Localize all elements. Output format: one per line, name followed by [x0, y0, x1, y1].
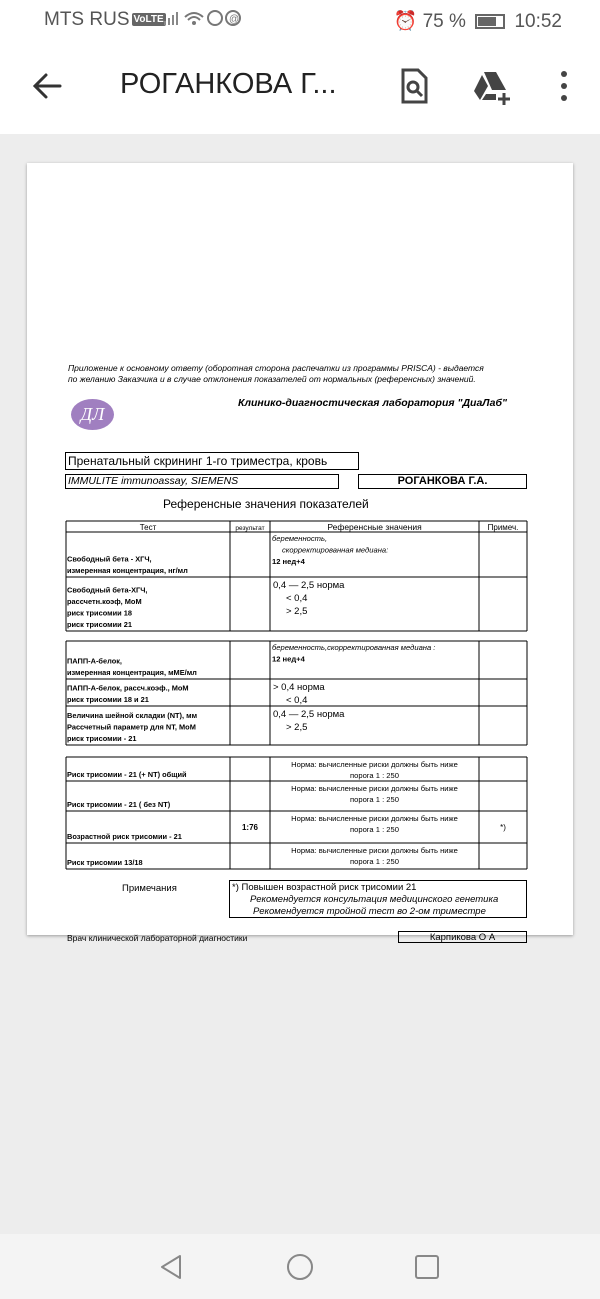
row-1-test: риск трисомии 21 — [67, 620, 132, 629]
row-0-ref: 12 нед+4 — [272, 557, 305, 566]
notes-label: Примечания — [122, 883, 177, 894]
reference-table — [27, 163, 573, 935]
row-8-ref: порога 1 : 250 — [350, 857, 399, 866]
row-7-note: *) — [500, 823, 506, 832]
row-0-ref: скорректированная медиана: — [282, 545, 389, 555]
row-2-test: ПАПП-А-белок, — [67, 656, 122, 666]
row-1-test: риск трисомии 18 — [67, 608, 132, 618]
circle-home-icon[interactable] — [285, 1252, 315, 1282]
row-4-test: Рассчетный параметр для NT, МоМ — [67, 722, 196, 732]
battery-icon — [475, 14, 505, 29]
row-0-test: измеренная концентрация, нг/мл — [67, 566, 188, 575]
row-0-test: Свободный бета - ХГЧ, — [67, 554, 152, 564]
row-0-ref: беременность, — [272, 534, 328, 543]
row-2-test: измеренная концентрация, мМЕ/мл — [67, 668, 197, 677]
status-bar — [0, 0, 600, 40]
battery-percent: 75 % — [422, 11, 466, 32]
header-test: Тест — [139, 523, 157, 532]
row-1-ref: > 2,5 — [286, 606, 308, 617]
row-4-test: риск трисомии - 21 — [67, 734, 137, 743]
alarm-icon: ⏰ — [393, 11, 418, 32]
patient-name: РОГАНКОВА Г.А. — [358, 474, 527, 489]
row-7-result: 1:76 — [241, 823, 259, 832]
add-to-drive-icon[interactable] — [470, 64, 514, 108]
row-8-ref: Норма: вычисленные риски должны быть ниже — [291, 846, 458, 855]
row-2-ref: беременность,скорректированная медиана : — [272, 643, 436, 652]
header-note-line2: по желанию Заказчика и в случае отклонения показателей от нормальных (референсных) значений. — [68, 374, 476, 384]
signal-icon — [163, 9, 241, 27]
document-title: РОГАНКОВА Г... — [120, 68, 337, 100]
carrier-name: MTS RUS VoLTE — [44, 9, 164, 30]
row-1-test: Свободный бета-ХГЧ, — [67, 585, 148, 595]
row-3-test: риск трисомии 18 и 21 — [67, 695, 149, 704]
volte-badge: VoLTE — [133, 14, 164, 25]
doctor-label: Врач клинической лабораторной диагностики — [67, 933, 248, 943]
row-6-ref: Норма: вычисленные риски должны быть ниже — [291, 784, 458, 793]
signal-wifi-icons — [163, 9, 241, 32]
note-line-2: Рекомендуется консультация медицинского генетика — [250, 894, 499, 905]
screening-title: Пренатальный скрининг 1-го триместра, кровь — [65, 452, 359, 470]
triangle-back-icon[interactable] — [156, 1252, 186, 1282]
note-line-3: Рекомендуется тройной тест во 2-ом триместре — [253, 906, 486, 917]
row-6-ref: порога 1 : 250 — [350, 795, 399, 804]
system-nav-bar — [0, 1234, 600, 1299]
reference-title: Референсные значения показателей — [163, 497, 369, 511]
clock: 10:52 — [514, 11, 562, 32]
status-right — [394, 9, 562, 33]
header-result: результат — [235, 525, 265, 532]
row-3-test: ПАПП-А-белок, рассч.коэф., МоМ — [67, 683, 189, 693]
row-5-ref: Норма: вычисленные риски должны быть ниже — [291, 760, 458, 769]
row-4-ref: > 2,5 — [286, 722, 308, 733]
note-line-1: *) Повышен возрастной риск трисомии 21 — [232, 882, 417, 893]
row-7-ref: Норма: вычисленные риски должны быть ниже — [291, 814, 458, 823]
row-1-ref: < 0,4 — [286, 593, 308, 604]
row-4-test: Величина шейной складки (NT), мм — [67, 711, 198, 720]
row-1-ref: 0,4 — 2,5 норма — [273, 580, 345, 591]
arrow-left-icon[interactable] — [28, 66, 68, 106]
row-4-ref: 0,4 — 2,5 норма — [273, 709, 345, 720]
square-recents-icon[interactable] — [412, 1252, 442, 1282]
header-note: Примеч. — [487, 523, 519, 532]
row-2-ref: 12 нед+4 — [272, 654, 305, 664]
row-3-ref: < 0,4 — [286, 695, 308, 706]
row-7-test: Возрастной риск трисомии - 21 — [67, 832, 182, 841]
more-vert-icon[interactable] — [542, 64, 586, 108]
row-1-test: рассчетн.коэф, МоМ — [67, 597, 142, 606]
row-8-test: Риск трисомии 13/18 — [67, 858, 143, 867]
row-7-ref: порога 1 : 250 — [350, 825, 399, 834]
header-note-line1: Приложение к основному ответу (оборотная сторона распечатки из программы PRISCA) - выдается — [68, 363, 484, 373]
row-3-ref: > 0,4 норма — [273, 682, 325, 693]
lab-logo: ДЛ — [71, 399, 114, 430]
find-in-page-icon[interactable] — [392, 64, 436, 108]
doctor-name: Карпикова О А — [398, 931, 527, 943]
row-5-ref: порога 1 : 250 — [350, 771, 399, 780]
row-5-test: Риск трисомии - 21 (+ NT) общий — [67, 770, 187, 779]
svg-text:@: @ — [229, 14, 241, 25]
header-reference: Референсные значения — [327, 522, 422, 532]
app-bar — [0, 40, 600, 134]
row-6-test: Риск трисомии - 21 ( без NT) — [67, 800, 171, 809]
document-page — [27, 163, 573, 943]
method-label: IMMULITE immunoassay, SIEMENS — [65, 474, 339, 489]
lab-name: Клинико-диагностическая лаборатория "ДиаЛаб" — [238, 397, 507, 409]
